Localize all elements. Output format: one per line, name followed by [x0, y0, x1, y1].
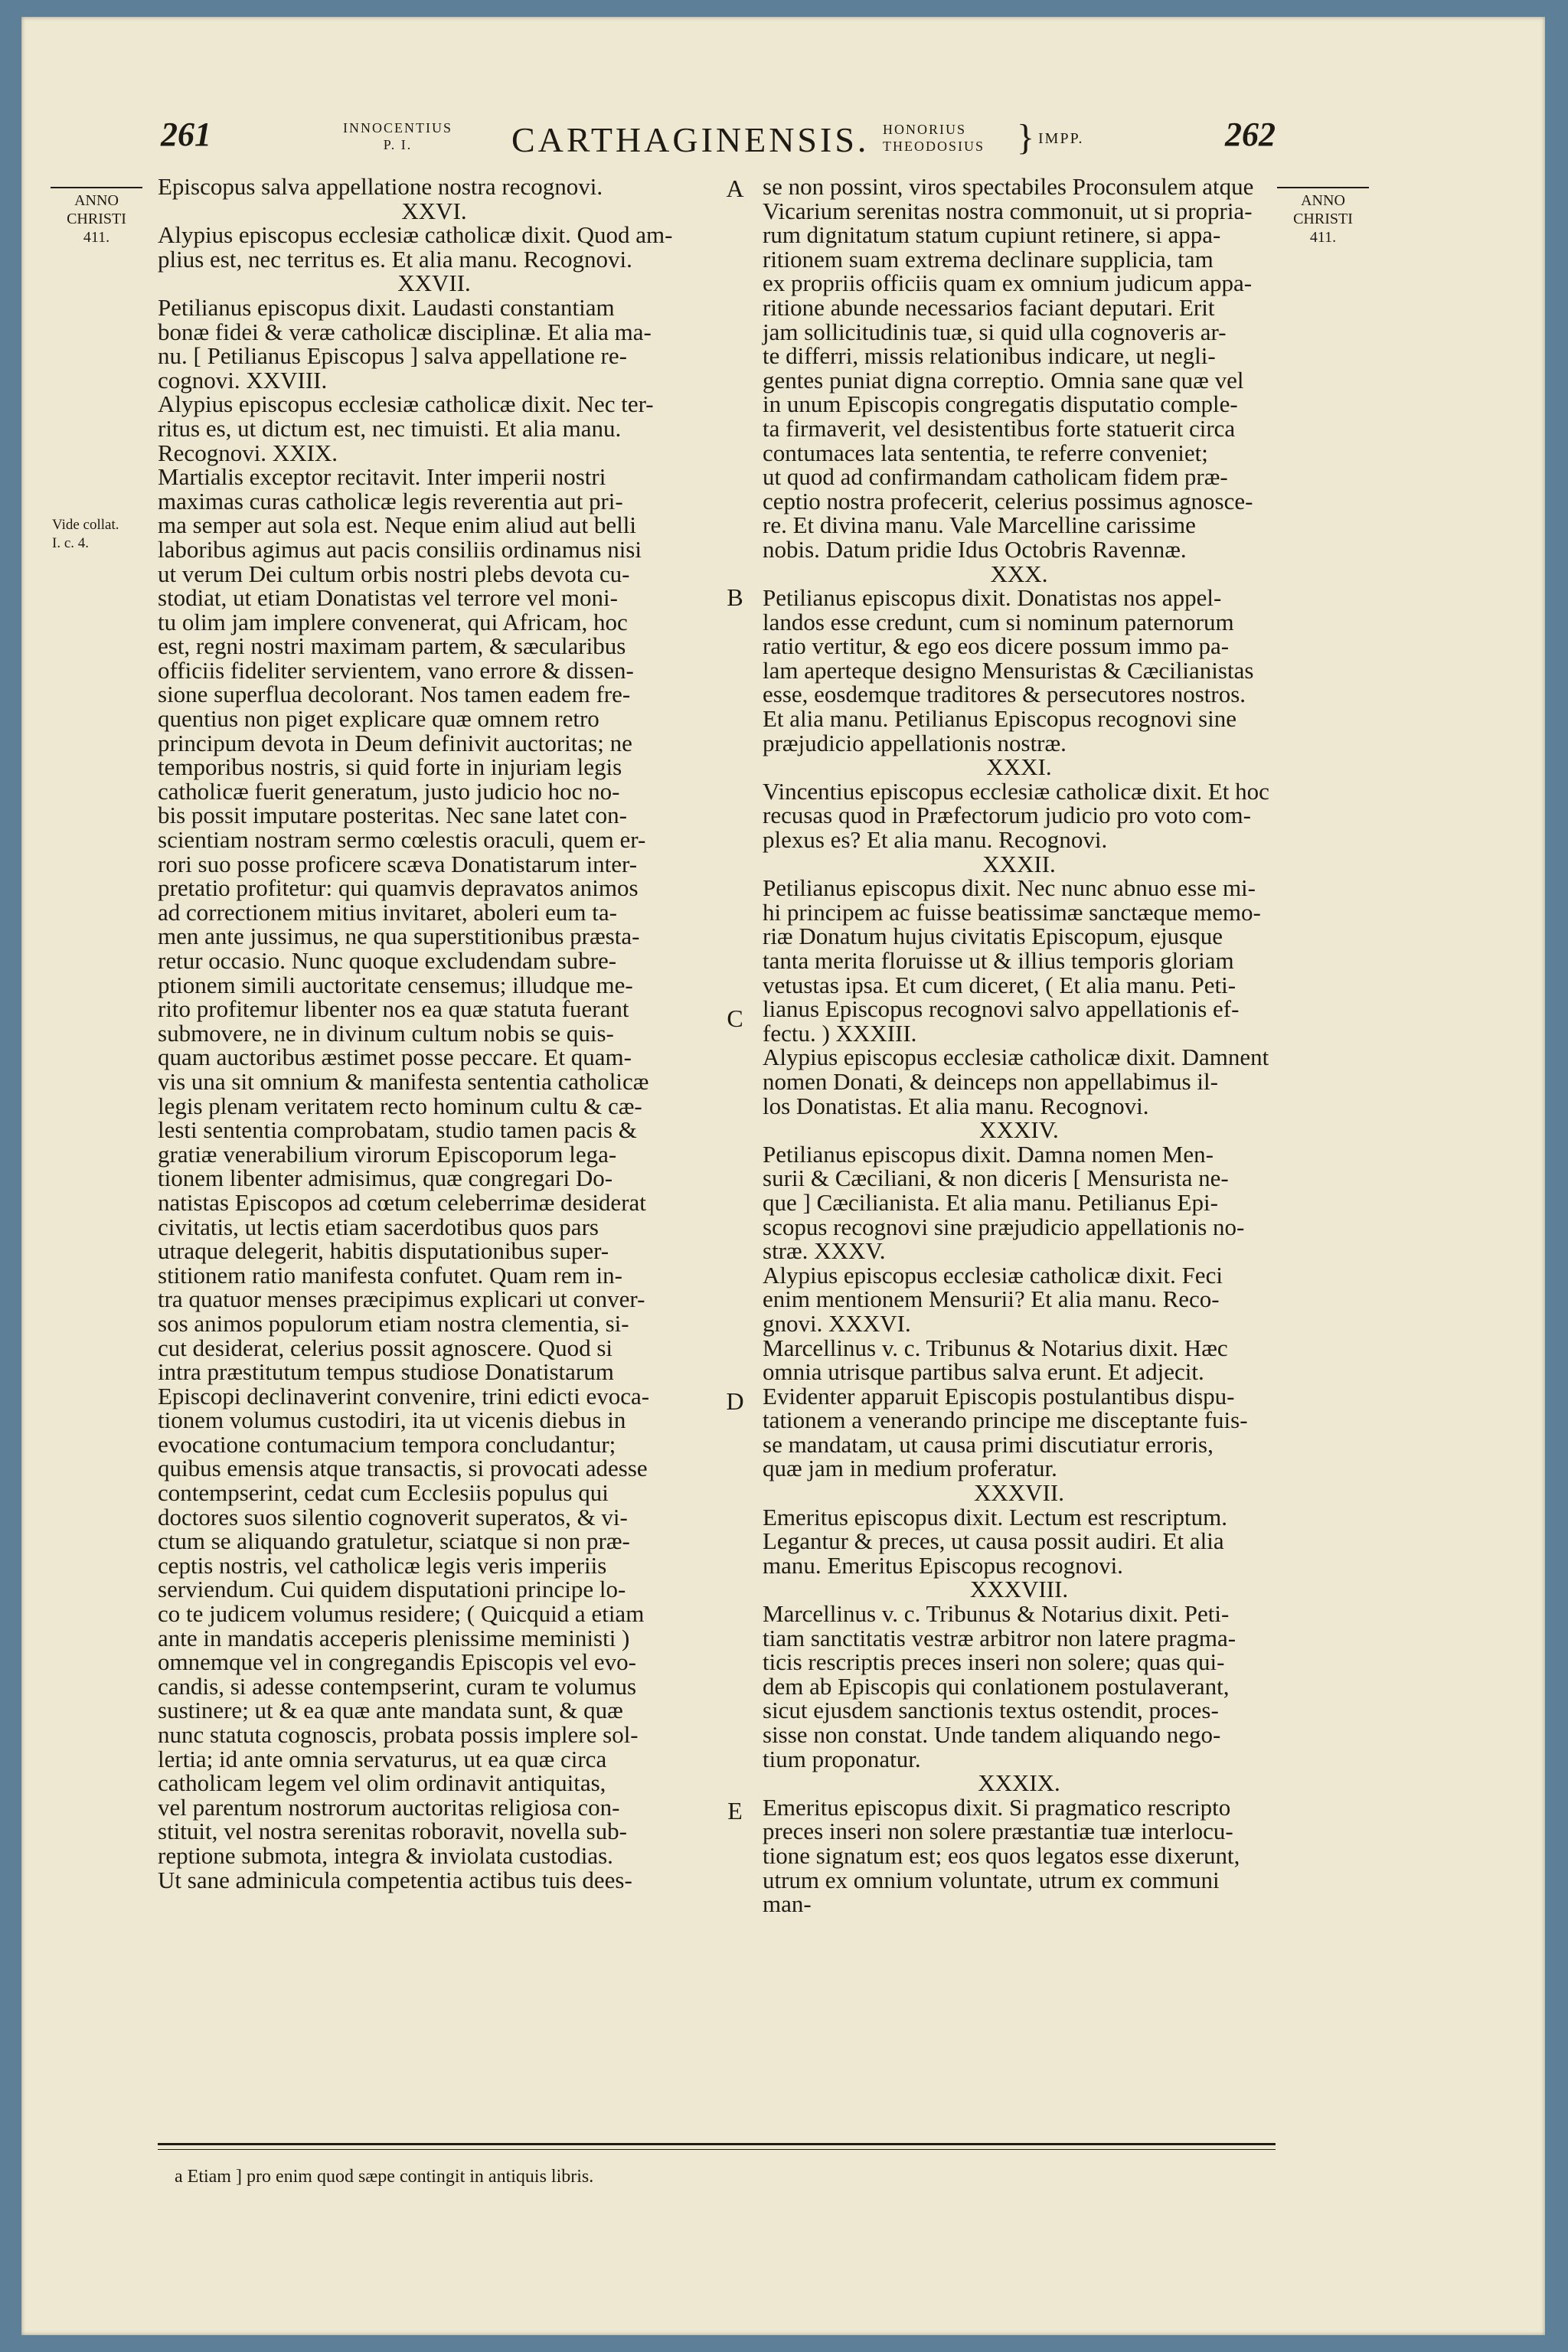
text-line: man- — [763, 1890, 812, 1918]
text-line: Alypius episcopus ecclesiæ catholicæ dixit. Quod am- — [158, 221, 673, 249]
text-line: XXX. — [990, 560, 1048, 587]
margin-year-right — [1285, 187, 1361, 247]
text-line: stituit, vel nostra serenitas roboravit, novella sub- — [158, 1818, 627, 1845]
text-line: Marcellinus v. c. Tribunus & Notarius dixit. Hæc — [763, 1334, 1228, 1361]
text-line: co te judicem volumus residere; ( Quicquid a etiam — [158, 1600, 645, 1628]
text-line: reptione submota, integra & inviolata custodias. — [158, 1841, 613, 1869]
text-line: enim mentionem Mensurii? Et alia manu. Reco- — [763, 1285, 1220, 1313]
margin-line: 411. — [83, 229, 110, 246]
text-line: ritus es, ut dictum est, nec timuisti. Et alia manu. — [158, 414, 622, 442]
text-line: rum dignitatum statum cupiunt retinere, si appa- — [763, 221, 1221, 249]
text-line: men ante jussimus, ne qua superstitionibus præsta- — [158, 923, 640, 950]
running-head-left — [343, 119, 452, 153]
text-line: civitatis, ut lectis etiam sacerdotibus quos pars — [158, 1213, 599, 1240]
text-line: gentes puniat digna correptio. Omnia sane quæ vel — [763, 366, 1244, 394]
text-line: ceptis nostris, vel catholicæ legis veris imperiis — [158, 1551, 607, 1579]
text-line: esse, eosdemque traditores & persecutores nostros. — [763, 681, 1246, 708]
text-line: Vincentius episcopus ecclesiæ catholicæ dixit. Et hoc — [763, 777, 1269, 805]
text-line: ut quod ad confirmandam catholicam fidem præ- — [763, 463, 1228, 491]
text-line: scientiam nostram sermo cœlestis oraculi, quem er- — [158, 826, 646, 854]
text-line: preces inseri non solere præstantiæ tuæ interlocu- — [763, 1818, 1233, 1845]
text-line: XXXII. — [982, 850, 1056, 877]
text-line: pretatio profitetur: qui quamvis depravatos animos — [158, 874, 639, 902]
text-line: ex propriis officiis quam ex omnium judicum appa- — [763, 270, 1253, 297]
text-line: hi principem ac fuisse beatissimæ sanctæque memo- — [763, 898, 1261, 926]
text-line: Petilianus episcopus dixit. Donatistas nos appel- — [763, 584, 1222, 612]
margin-line: CHRISTI — [1293, 211, 1353, 227]
text-line: ta firmaverit, vel desistentibus forte statuerit circa — [763, 414, 1236, 442]
text-line: contumaces lata sententia, te referre conveniet; — [763, 439, 1208, 466]
running-head-left-line: INNOCENTIUS — [343, 120, 452, 136]
text-line: gratiæ venerabilium virorum Episcoporum lega- — [158, 1140, 617, 1168]
margin-line: I. c. 4. — [52, 535, 90, 551]
text-line: plexus es? Et alia manu. Recognovi. — [763, 826, 1108, 854]
text-line: XXVII. — [397, 270, 471, 297]
text-line: rito profitemur libenter nos ea quæ statuta fuerant — [158, 995, 629, 1023]
text-line: XXXIX. — [978, 1769, 1060, 1797]
text-line: fectu. ) XXXIII. — [763, 1019, 917, 1047]
text-line: ante in mandatis acceperis plenissime meministi ) — [158, 1624, 630, 1651]
text-line: Emeritus episcopus dixit. Si pragmatico rescripto — [763, 1793, 1231, 1821]
text-line: XXXVII. — [974, 1479, 1064, 1507]
text-line: nobis. Datum pridie Idus Octobris Ravennæ. — [763, 535, 1187, 563]
running-title: CARTHAGINENSIS. — [511, 120, 870, 159]
text-line: catholicæ fuerit generatum, justo judicio hoc no- — [158, 777, 620, 805]
text-line: Petilianus episcopus dixit. Nec nunc abnuo esse mi- — [763, 874, 1256, 902]
text-line: Petilianus episcopus dixit. Damna nomen Men- — [763, 1140, 1214, 1168]
text-line: submovere, ne in divinum cultum nobis se quis- — [158, 1019, 614, 1047]
text-line: manu. Emeritus Episcopus recognovi. — [763, 1551, 1123, 1579]
text-line: gnovi. XXXVI. — [763, 1309, 911, 1337]
book-page — [21, 17, 1545, 2335]
text-line: officiis fideliter servientem, vano errore & dissen- — [158, 656, 634, 684]
text-line: ctum se aliquando gratuletur, sciatque si non præ- — [158, 1527, 630, 1555]
page-number-right: 262 — [1225, 116, 1276, 153]
section-marker: B — [727, 583, 743, 611]
margin-note-vide — [52, 516, 121, 553]
text-line: ticis rescriptis preces inseri non solere; quas qui- — [763, 1648, 1225, 1676]
footnote-rule-thin — [158, 2149, 1276, 2150]
text-line: vis una sit omnium & manifesta sententia catholicæ — [158, 1067, 649, 1095]
text-line: vel parentum nostrorum auctoritas religiosa con- — [158, 1793, 620, 1821]
text-line: re. Et divina manu. Vale Marcelline carissime — [763, 511, 1196, 539]
text-line: retur occasio. Nunc quoque excludendam subre- — [158, 947, 617, 974]
text-line: Ut sane adminicula competentia actibus tuis dees- — [158, 1866, 632, 1893]
text-line: maximas curas catholicæ legis reverentia aut pri- — [158, 487, 623, 514]
text-line: natistas Episcopos ad cœtum celeberrimæ desiderat — [158, 1188, 646, 1216]
text-line: Alypius episcopus ecclesiæ catholicæ dixit. Feci — [763, 1261, 1223, 1289]
text-line: tu olim jam implere convenerat, qui Africam, hoc — [158, 608, 628, 635]
text-line: contempserint, cedat cum Ecclesiis populus qui — [158, 1479, 609, 1507]
text-line: recusas quod in Præfectorum judicio pro voto com- — [763, 802, 1251, 829]
text-line: sustinere; ut & ea quæ ante mandata sunt, & quæ — [158, 1697, 623, 1724]
text-line: vetustas ipsa. Et cum diceret, ( Et alia manu. Peti- — [763, 971, 1236, 998]
running-head-right-line: THEODOSIUS — [883, 139, 985, 154]
text-line: ma semper aut sola est. Neque enim aliud aut belli — [158, 511, 636, 539]
text-line: ritionem suam extrema declinare supplicia, tam — [763, 245, 1214, 273]
text-line: tanta merita floruisse ut & illius temporis gloriam — [763, 947, 1234, 974]
text-line: Et alia manu. Petilianus Episcopus recognovi sine — [763, 705, 1237, 733]
running-head-right — [883, 121, 985, 155]
text-line: Petilianus episcopus dixit. Laudasti constantiam — [158, 293, 615, 321]
text-line: præjudicio appellationis nostræ. — [763, 729, 1067, 756]
text-line: plius est, nec territus es. Et alia manu. Recognovi. — [158, 245, 632, 273]
text-line: rori suo posse proficere scæva Donatistarum inter- — [158, 850, 638, 877]
text-line: XXXI. — [986, 753, 1052, 781]
text-line: riæ Donatum hujus civitatis Episcopum, ejusque — [763, 923, 1223, 950]
text-line: surii & Cæciliani, & non diceris [ Mensurista ne- — [763, 1165, 1229, 1192]
text-line: legis plenam veritatem recto hominum cultu & cæ- — [158, 1092, 642, 1119]
text-line: Episcopi declinaverint convenire, trini edicti evoca- — [158, 1382, 650, 1410]
text-line: bis possit imputare posteritas. Nec sane latet con- — [158, 802, 627, 829]
text-line: stræ. XXXV. — [763, 1237, 886, 1265]
text-line: est, regni nostri maximam partem, & sæcularibus — [158, 632, 626, 660]
text-line: te differri, missis relationibus indicare, ut negli- — [763, 342, 1216, 370]
text-line: Alypius episcopus ecclesiæ catholicæ dixit. Damnent — [763, 1044, 1269, 1071]
running-head-left-line: P. I. — [383, 137, 413, 152]
text-line: in unum Episcopis congregatis disputatio comple- — [763, 390, 1238, 418]
text-line: stitionem ratio manifesta confutet. Quam rem in- — [158, 1261, 622, 1289]
text-line: omnia utrisque partibus salva erunt. Et adjecit. — [763, 1358, 1204, 1386]
text-line: catholicam legem vel olim ordinavit antiquitas, — [158, 1769, 606, 1797]
text-line: candis, si adesse contempserint, curam te volumus — [158, 1672, 637, 1700]
section-marker: A — [726, 175, 744, 202]
text-line: nunc statuta cognoscis, probata possis implere sol- — [158, 1721, 639, 1748]
margin-line: 411. — [1309, 229, 1337, 246]
text-line: que ] Cæcilianista. Et alia manu. Petilianus Epi- — [763, 1188, 1218, 1216]
text-line: sicut ejusdem sanctionis textus ostendit, proces- — [763, 1697, 1219, 1724]
running-head-suffix: IMPP. — [1038, 130, 1084, 147]
text-line: utraque delegerit, habitis disputationibus super- — [158, 1237, 609, 1265]
text-line: ratio vertitur, & ego eos dicere possum immo pa- — [763, 632, 1230, 660]
footnote: a Etiam ] pro enim quod sæpe contingit in antiquis libris. — [175, 2167, 594, 2187]
text-line: landos esse credunt, cum si nominum paternorum — [763, 608, 1234, 635]
text-line: ptionem simili auctoritate censemus; illudque me- — [158, 971, 633, 998]
text-line: XXXIV. — [979, 1116, 1059, 1144]
text-line: Martialis exceptor recitavit. Inter imperii nostri — [158, 463, 606, 491]
text-line: ceptio nostra profecerit, celerius possimus agnosce- — [763, 487, 1253, 514]
text-line: lertia; id ante omnia servaturus, ut ea quæ circa — [158, 1745, 607, 1772]
text-line: evocatione contumacium tempora concludantur; — [158, 1430, 616, 1458]
footnote-rule — [158, 2143, 1276, 2145]
text-line: tionem libenter admisimus, quæ congregari Do- — [158, 1165, 613, 1192]
text-line: quæ jam in medium proferatur. — [763, 1455, 1057, 1482]
margin-line: ANNO — [1301, 192, 1345, 209]
text-line: quentius non piget explicare quæ omnem retro — [158, 705, 599, 733]
text-line: cognovi. XXVIII. — [158, 366, 328, 394]
text-line: temporibus nostris, si quid forte in injuriam legis — [158, 753, 622, 781]
text-line: los Donatistas. Et alia manu. Recognovi. — [763, 1092, 1149, 1119]
text-line: ad correctionem mitius invitaret, aboleri eum ta- — [158, 898, 617, 926]
text-line: tiam sanctitatis vestræ arbitror non latere pragma- — [763, 1624, 1236, 1651]
text-line: XXXVIII. — [969, 1576, 1069, 1603]
text-line: Legantur & preces, ut causa possit audiri. Et alia — [763, 1527, 1224, 1555]
text-line: principum devota in Deum definivit auctoritas; ne — [158, 729, 632, 756]
brace-glyph: } — [1017, 117, 1035, 158]
text-line: XXVI. — [401, 197, 467, 224]
text-line: se non possint, viros spectabiles Proconsulem atque — [763, 173, 1254, 200]
page-number-left: 261 — [161, 116, 211, 153]
section-marker: C — [727, 1004, 743, 1032]
text-line: jam sollicitudinis tuæ, si quid ulla cognoveris ar- — [763, 318, 1227, 345]
text-line: Emeritus episcopus dixit. Lectum est rescriptum. — [763, 1503, 1227, 1530]
text-line: Recognovi. XXIX. — [158, 439, 338, 466]
section-marker: D — [726, 1387, 744, 1415]
text-line: scopus recognovi sine præjudicio appellationis no- — [763, 1213, 1245, 1240]
text-line: sione superflua decolorant. Nos tamen eadem fre- — [158, 681, 631, 708]
text-line: doctores suos silentio cognoverit superatos, & vi- — [158, 1503, 628, 1530]
text-line: nomen Donati, & deinceps non appellabimus il- — [763, 1067, 1218, 1095]
text-line: Vicarium serenitas nostra commonuit, ut si propria- — [763, 197, 1253, 224]
text-line: nu. [ Petilianus Episcopus ] salva appellatione re- — [158, 342, 627, 370]
text-line: tione signatum est; eos quos legatos esse dixerunt, — [763, 1841, 1240, 1869]
text-line: quibus emensis atque transactis, si provocati adesse — [158, 1455, 648, 1482]
text-line: tra quatuor menses præcipimus explicari ut conver- — [158, 1285, 645, 1313]
section-marker: E — [727, 1797, 743, 1824]
text-line: tationem a venerando principe me disceptante fuis- — [763, 1406, 1248, 1434]
text-line: Episcopus salva appellatione nostra recognovi. — [158, 173, 603, 200]
running-header — [21, 115, 1545, 168]
text-line: utrum ex omnium voluntate, utrum ex communi — [763, 1866, 1220, 1893]
margin-line: ANNO — [74, 192, 119, 209]
text-line: omnemque vel in congregandis Episcopis vel evo- — [158, 1648, 637, 1676]
text-line: cut desiderat, celerius possit agnoscere. Quod si — [158, 1334, 612, 1361]
text-line: lianus Episcopus recognovi salvo appellationis ef- — [763, 995, 1240, 1023]
margin-year-left — [58, 187, 135, 247]
margin-line: CHRISTI — [67, 211, 126, 227]
text-line: laboribus agimus aut pacis consiliis ordinamus nisi — [158, 535, 642, 563]
text-line: sisse non constat. Unde tandem aliquando nego- — [763, 1721, 1221, 1748]
text-column-right — [763, 175, 1276, 1916]
text-line: lam aperteque designo Mensuristas & Cæcilianistas — [763, 656, 1254, 684]
text-line: Evidenter apparuit Episcopis postulantibus dispu- — [763, 1382, 1235, 1410]
text-line: ritione abunde necessarios faciant deputari. Erit — [763, 293, 1215, 321]
text-line: intra præstitutum tempus studiose Donatistarum — [158, 1358, 614, 1386]
margin-line: Vide collat. — [52, 517, 119, 533]
text-line: sos animos populorum etiam nostra clementia, si- — [158, 1309, 629, 1337]
text-line: se mandatam, ut causa primi discutiatur erroris, — [763, 1430, 1214, 1458]
text-line: bonæ fidei & veræ catholicæ disciplinæ. Et alia ma- — [158, 318, 652, 345]
text-line: dem ab Episcopis qui conlationem postulaverant, — [763, 1672, 1230, 1700]
running-head-right-line: HONORIUS — [883, 122, 967, 137]
margin-rule — [51, 187, 142, 188]
text-line: stodiat, ut etiam Donatistas vel terrore vel moni- — [158, 584, 618, 612]
text-line: Alypius episcopus ecclesiæ catholicæ dixit. Nec ter- — [158, 390, 654, 418]
text-line: serviendum. Cui quidem disputationi principe lo- — [158, 1576, 626, 1603]
text-line: tionem volumus custodiri, ita ut vicenis diebus in — [158, 1406, 626, 1434]
text-line: ut verum Dei cultum orbis nostri plebs devota cu- — [158, 560, 630, 587]
text-line: Marcellinus v. c. Tribunus & Notarius dixit. Peti- — [763, 1600, 1230, 1628]
text-column-left — [158, 175, 710, 1892]
text-line: lesti sententia comprobatam, studio tamen pacis & — [158, 1116, 637, 1144]
margin-rule — [1277, 187, 1369, 188]
text-line: quam auctoribus æstimet posse peccare. Et quam- — [158, 1044, 632, 1071]
text-line: tium proponatur. — [763, 1745, 921, 1772]
